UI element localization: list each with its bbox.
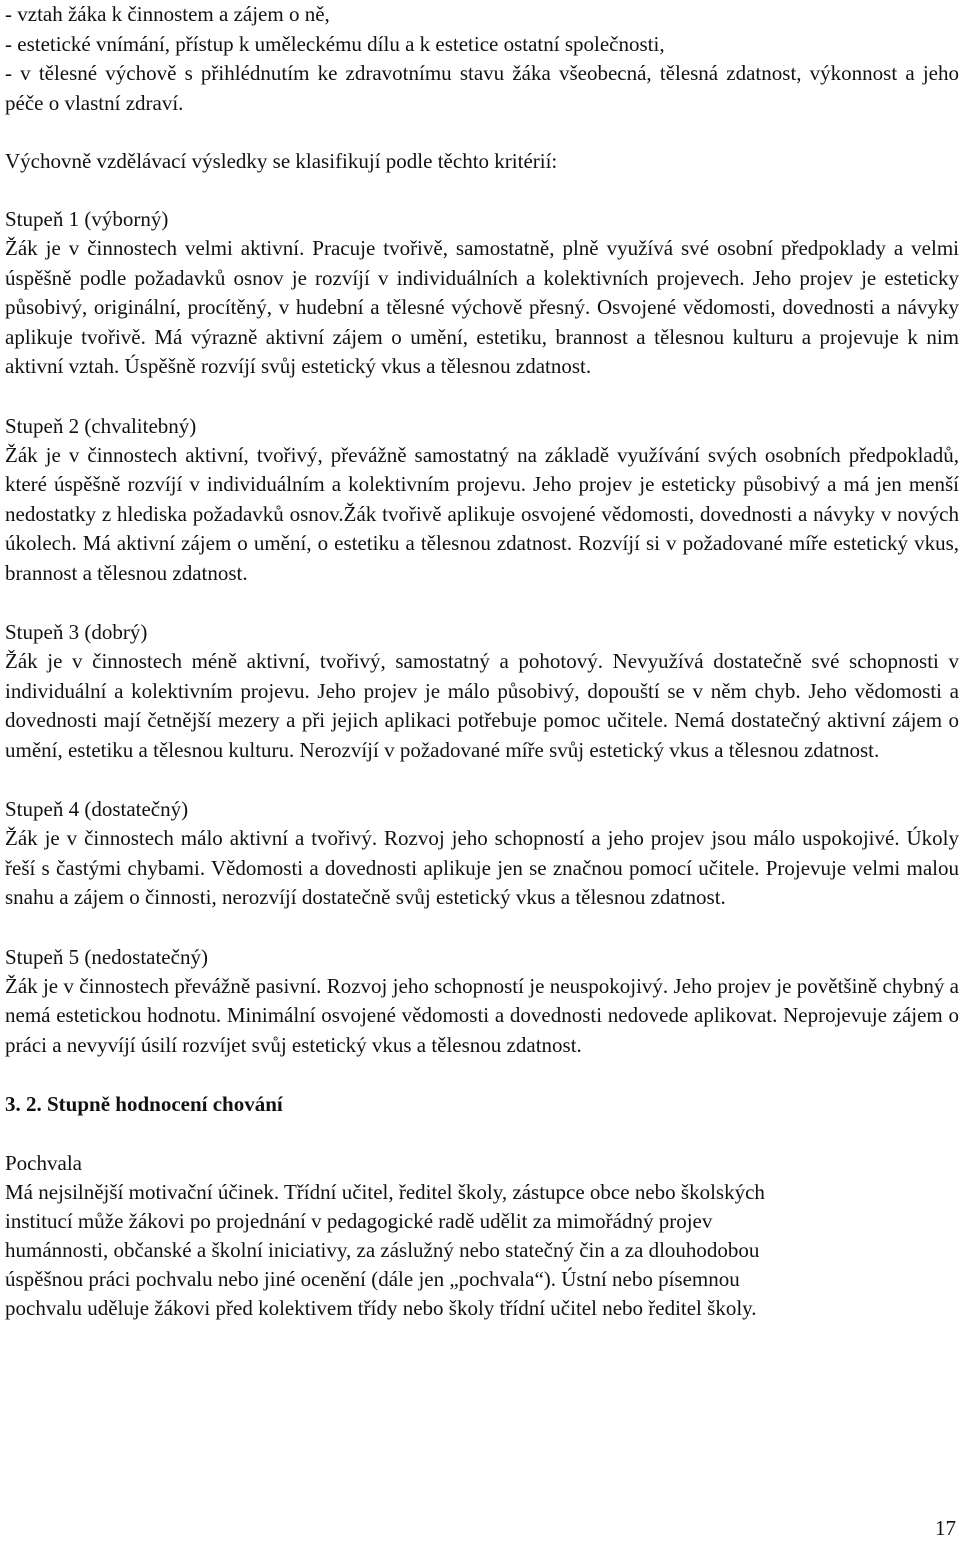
pochvala-line: úspěšnou práci pochvalu nebo jiné ocenění (dále jen „pochvala“). Ústní nebo písemnou [5,1267,740,1291]
grade-title: Stupeň 3 (dobrý) [5,620,148,644]
grade-1 [5,205,959,382]
pochvala-line: Má nejsilnější motivační účinek. Třídní učitel, ředitel školy, zástupce obce nebo školských [5,1180,765,1204]
pochvala-section [5,1149,959,1323]
pochvala-line: humánnosti, občanské a školní iniciativy, za záslužný nebo statečný čin a za dlouhodobou [5,1238,760,1262]
grade-title: Stupeň 5 (nedostatečný) [5,944,208,969]
intro-list-item: - v tělesné výchově s přihlédnutím ke zdravotnímu stavu žáka všeobecná, tělesná zdatnost, výkonnost a jeho péče o vlastní zdraví. [5,61,959,115]
grade-description: Žák je v činnostech převážně pasivní. Rozvoj jeho schopností je neuspokojivý. Jeho projev je povětšině chybný a nemá estetickou hodnotu. Minimální osvojené vědomosti a dovednosti nedovede aplikovat. Neprojevuje zájem o práci a nevyvíjí úsilí rozvíjet svůj estetický vkus a tělesnou zdatnost. [5,973,959,1057]
grade-description: Žák je v činnostech málo aktivní a tvořivý. Rozvoj jeho schopností a jeho projev jsou málo uspokojivé. Úkoly řeší s častými chybami. Vědomosti a dovednosti aplikuje jen se značnou pomocí učitele. Projevuje velmi malou snahu a zájem o činnosti, nerozvíjí dostatečně svůj estetický vkus a tělesnou zdatnost. [5,826,959,909]
grade-description: Žák je v činnostech méně aktivní, tvořivý, samostatný a pohotový. Nevyužívá dostatečně své schopnosti v individuální a kolektivním projevu. Jeho projev je málo působivý, dopouští se v něm chyb. Jeho vědomosti a dovednosti mají četnější mezery a při jejich aplikaci potřebuje pomoc učitele. Nemá dostatečný aktivní zájem o umění, estetiku a tělesnou kulturu. Nerozvíjí v požadované míře svůj estetický vkus a tělesnou zdatnost. [5,649,959,762]
grade-title: Stupeň 2 (chvalitebný) [5,413,197,438]
grade-5 [5,943,959,1061]
criteria-intro: Výchovně vzdělávací výsledky se klasifikují podle těchto kritérií: [5,149,558,173]
intro-list-item: - estetické vnímání, přístup k uměleckému dílu a k estetice ostatní společnosti, [5,31,665,56]
grade-4 [5,795,959,913]
intro-list-item: - vztah žáka k činnostem a zájem o ně, [5,2,330,26]
pochvala-line: institucí může žákovi po projednání v pedagogické radě udělit za mimořádný projev [5,1209,713,1233]
pochvala-title: Pochvala [5,1151,82,1175]
section-heading: 3. 2. Stupně hodnocení chování [5,1092,283,1116]
pochvala-line: pochvalu uděluje žákovi před kolektivem třídy nebo školy třídní učitel nebo ředitel školy. [5,1296,757,1320]
grade-3 [5,618,959,765]
document-page [5,0,959,1323]
grade-2 [5,412,959,589]
grade-description: Žák je v činnostech aktivní, tvořivý, převážně samostatný na základě využívání svých osobních předpokladů, které úspěšně rozvíjí v individuálním a kolektivním projevu. Jeho projev je esteticky působivý a má jen menší nedostatky z hlediska požadavků osnov.Žák tvořivě aplikuje osvojené vědomosti, dovednosti a návyky v nových úkolech. Má aktivní zájem o umění, o estetiku a tělesnou zdatnost. Rozvíjí si v požadované míře estetický vkus, brannost a tělesnou zdatnost. [5,442,959,585]
grade-title: Stupeň 4 (dostatečný) [5,797,189,821]
intro-list [5,0,959,118]
page-number: 17 [935,1516,956,1540]
grade-description: Žák je v činnostech velmi aktivní. Pracuje tvořivě, samostatně, plně využívá své osobní předpoklady a velmi úspěšně podle požadavků osnov je rozvíjí v individuálních a kolektivních projevech. Jeho projev je esteticky působivý, originální, procítěný, v hudební a tělesné výchově přesný. Osvojené vědomosti, dovednosti a návyky aplikuje tvořivě. Má výrazně aktivní zájem o umění, estetiku, brannost a tělesnou kulturu a projevuje k nim aktivní vztah. Úspěšně rozvíjí svůj estetický vkus a tělesnou zdatnost. [5,236,959,378]
grade-title: Stupeň 1 (výborný) [5,207,169,231]
